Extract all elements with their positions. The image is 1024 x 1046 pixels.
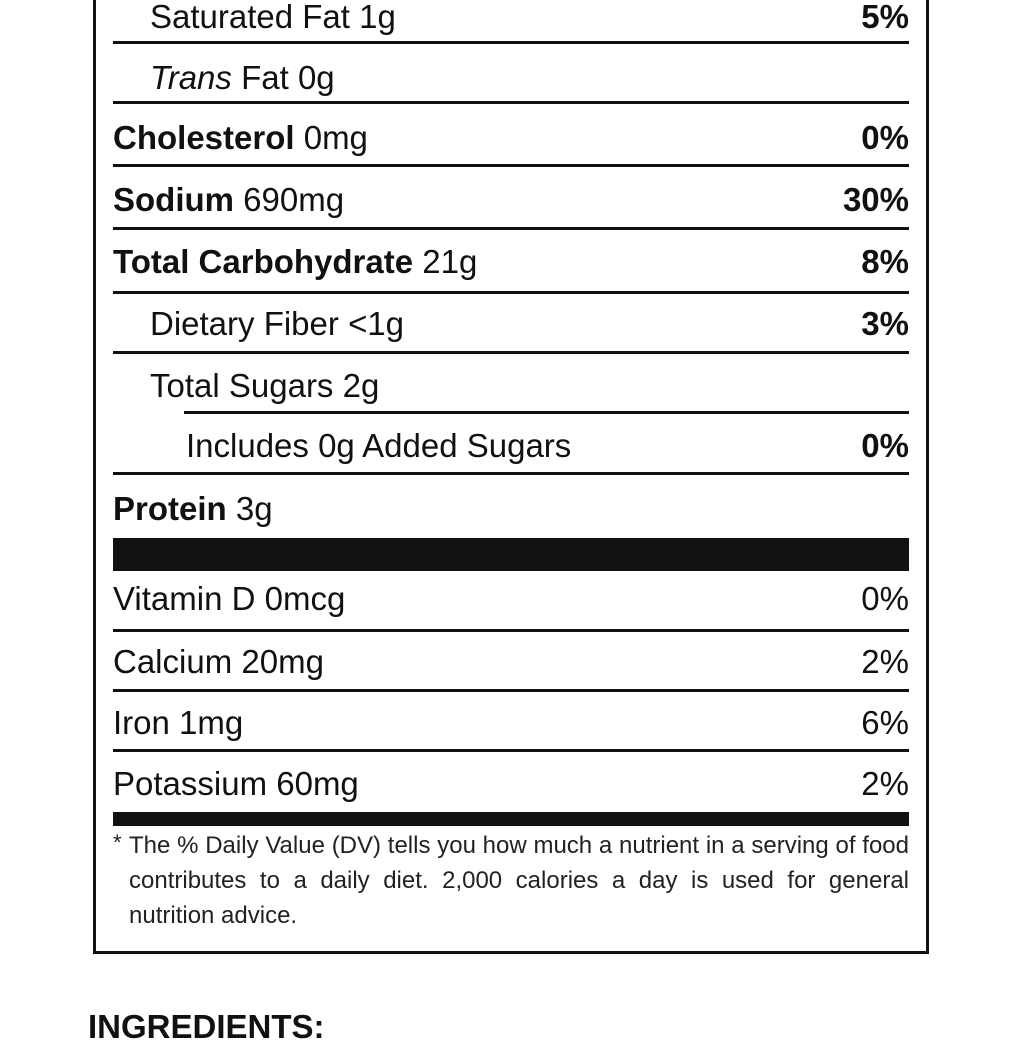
divider — [113, 41, 909, 44]
divider — [113, 164, 909, 167]
divider — [113, 351, 909, 354]
footnote — [113, 828, 909, 933]
nutrient-amount: 3g — [235, 490, 273, 527]
row-cholesterol — [113, 107, 909, 168]
row-saturated-fat — [113, 0, 909, 47]
daily-value: 30% — [842, 181, 909, 218]
daily-value: 0% — [861, 119, 909, 156]
nutrient-name: Potassium — [113, 765, 268, 802]
thick-divider — [113, 538, 909, 571]
daily-value: 2% — [861, 643, 909, 680]
divider — [113, 472, 909, 475]
daily-value: 0% — [861, 427, 909, 464]
row-trans-fat — [113, 47, 909, 108]
nutrient-amount: 1g — [359, 0, 396, 35]
nutrient-name: Protein — [113, 490, 227, 527]
footnote-text: The % Daily Value (DV) tells you how much a nutrient in a serving of food contributes to a daily diet. 2,000 calories a day is used for general nutrition advice. — [129, 832, 909, 929]
nutrient-amount: 0mcg — [264, 580, 346, 617]
divider — [113, 749, 909, 752]
nutrient-amount: 21g — [422, 243, 478, 280]
nutrient-amount: 1mg — [179, 704, 244, 741]
daily-value: 2% — [861, 765, 909, 802]
row-potassium — [113, 753, 909, 814]
nutrient-name: Saturated Fat — [150, 0, 350, 35]
row-protein — [113, 478, 909, 539]
row-added-sugars — [113, 415, 909, 476]
row-dietary-fiber — [113, 293, 909, 354]
divider — [113, 101, 909, 104]
nutrient-amount: 20mg — [241, 643, 324, 680]
nutrient-name: Includes 0g Added Sugars — [186, 427, 572, 464]
nutrient-amount: 690mg — [243, 181, 345, 218]
divider — [113, 227, 909, 230]
divider — [184, 411, 909, 414]
nutrient-amount: 2g — [342, 367, 380, 404]
daily-value: 6% — [861, 704, 909, 741]
daily-value: 3% — [861, 305, 909, 342]
ingredients-heading: INGREDIENTS: — [88, 1008, 325, 1045]
footnote-asterisk: * — [113, 830, 122, 855]
row-total-sugars — [113, 355, 909, 416]
row-iron — [113, 692, 909, 753]
nutrient-name-suffix: Fat — [241, 59, 289, 96]
row-total-carbohydrate — [113, 231, 909, 292]
nutrient-amount: 0g — [297, 59, 335, 96]
nutrient-amount: <1g — [348, 305, 405, 342]
row-vitamin-d — [113, 568, 909, 629]
nutrient-name: Trans — [150, 59, 232, 96]
nutrient-name: Total Carbohydrate — [113, 243, 414, 280]
daily-value: 0% — [861, 580, 909, 617]
daily-value: 5% — [861, 0, 909, 35]
nutrient-name: Vitamin D — [113, 580, 256, 617]
nutrient-amount: 60mg — [276, 765, 359, 802]
row-calcium — [113, 631, 909, 692]
row-sodium — [113, 169, 909, 230]
nutrient-name: Dietary Fiber — [150, 305, 339, 342]
nutrient-name: Sodium — [113, 181, 234, 218]
nutrient-name: Cholesterol — [113, 119, 295, 156]
nutrient-name: Total Sugars — [150, 367, 334, 404]
nutrient-name: Calcium — [113, 643, 233, 680]
daily-value: 8% — [861, 243, 909, 280]
nutrient-amount: 0mg — [303, 119, 368, 156]
nutrition-facts-panel — [93, 0, 929, 954]
medium-divider — [113, 812, 909, 826]
nutrient-name: Iron — [113, 704, 170, 741]
